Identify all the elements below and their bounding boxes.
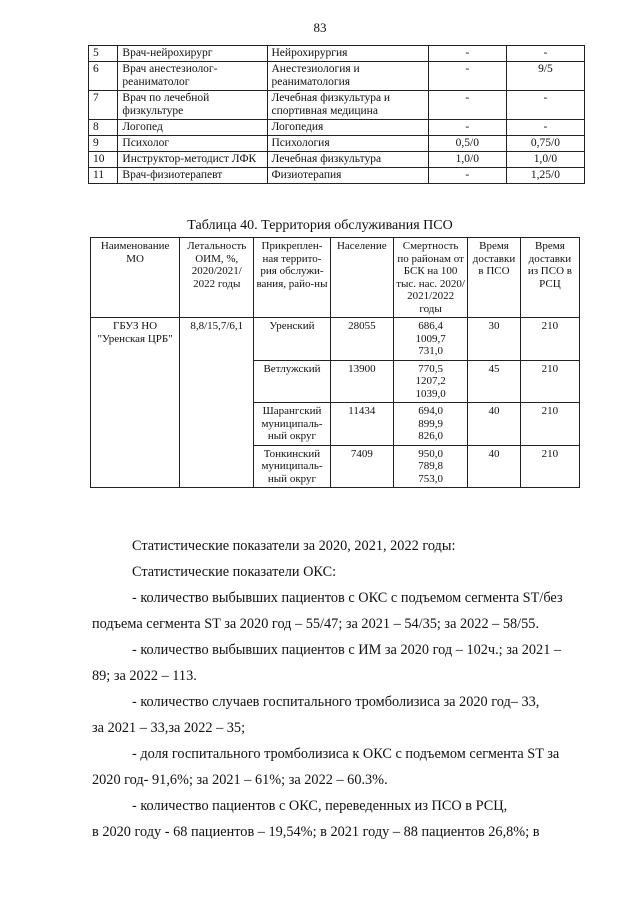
column-header: Наименование МО	[91, 238, 180, 318]
population-cell: 11434	[330, 403, 393, 446]
delivery-pso-cell: 30	[468, 318, 521, 361]
column-header: Время доставки из ПСО в РСЦ	[520, 238, 579, 318]
table-row	[89, 46, 585, 62]
district-cell: Тонкинский муниципаль-ный округ	[254, 445, 330, 488]
value-cell: 0,5/0	[428, 136, 506, 152]
page-number: 83	[313, 20, 327, 35]
row-number: 5	[89, 46, 118, 62]
mortality-cell	[394, 318, 468, 361]
mortality-value: 1009,7	[415, 332, 446, 345]
specialty-cell: Нейрохирургия	[267, 46, 428, 62]
paragraph-share-line2: 2020 год- 91,6%; за 2021 – 61%; за 2022 – 60.3%.	[92, 772, 388, 788]
table-row	[89, 136, 585, 152]
value-cell: 1,0/0	[428, 152, 506, 168]
position-cell: Врач по лечебной физкультуре	[118, 91, 267, 120]
paragraph-transfer-line1: - количество пациентов с ОКС, переведенных из ПСО в РСЦ,	[132, 798, 508, 814]
specialty-cell: Анестезиология и реаниматология	[267, 62, 428, 91]
staff-table	[88, 45, 585, 184]
position-cell: Психолог	[118, 136, 267, 152]
position-cell: Логопед	[118, 120, 267, 136]
population-cell: 13900	[330, 360, 393, 403]
mortality-value: 899,9	[418, 417, 443, 430]
lethality-cell: 8,8/15,7/6,1	[180, 318, 254, 488]
row-number: 10	[89, 152, 118, 168]
paragraph-oks-st-line1: - количество выбывших пациентов с ОКС с подъемом сегмента ST/без	[132, 590, 563, 606]
value-cell: 1,0/0	[506, 152, 584, 168]
mortality-value: 950,0	[418, 447, 443, 460]
table-row	[89, 168, 585, 184]
column-header: Летальность ОИМ, %, 2020/2021/ 2022 годы	[180, 238, 254, 318]
table-row	[89, 120, 585, 136]
service-territory-table	[90, 237, 580, 488]
value-cell: -	[428, 120, 506, 136]
mortality-value: 770,5	[418, 362, 443, 375]
mortality-cell	[394, 403, 468, 446]
value-cell: 9/5	[506, 62, 584, 91]
district-cell: Ветлужский	[254, 360, 330, 403]
position-cell: Врач-нейрохирург	[118, 46, 267, 62]
table-row	[89, 152, 585, 168]
specialty-cell: Психология	[267, 136, 428, 152]
value-cell: -	[506, 91, 584, 120]
delivery-pso-cell: 40	[468, 403, 521, 446]
column-header: Время доставки в ПСО	[468, 238, 521, 318]
table-row	[91, 318, 580, 361]
mortality-value: 789,8	[418, 460, 443, 472]
paragraph-transfer-line2: в 2020 году - 68 пациентов – 19,54%; в 2021 году – 88 пациентов 26,8%; в	[92, 824, 540, 840]
mortality-value: 753,0	[418, 472, 443, 485]
mo-name-cell: ГБУЗ НО "Уренская ЦРБ"	[91, 318, 180, 488]
row-number: 11	[89, 168, 118, 184]
value-cell: -	[428, 46, 506, 62]
paragraph-oks-st-line2: подъема сегмента ST за 2020 год – 55/47; за 2021 – 54/35; за 2022 – 58/55.	[92, 616, 540, 632]
value-cell: -	[428, 62, 506, 91]
table-caption: Таблица 40. Территория обслуживания ПСО	[187, 218, 453, 233]
district-cell: Уренский	[254, 318, 330, 361]
column-header: Прикреплен-ная террито-рия обслужи-вания, райо-ны	[254, 238, 330, 318]
paragraph-im-line1: - количество выбывших пациентов с ИМ за 2020 год – 102ч.; за 2021 –	[132, 642, 562, 658]
position-cell: Инструктор-методист ЛФК	[118, 152, 267, 168]
mortality-value: 731,0	[418, 345, 443, 357]
delivery-pso-cell: 45	[468, 360, 521, 403]
column-header: Население	[330, 238, 393, 318]
mortality-cell	[394, 445, 468, 488]
paragraph-share-line1: - доля госпитального тромболизиса к ОКС с подъемом сегмента ST за	[132, 746, 560, 762]
paragraph-im-line2: 89; за 2022 – 113.	[92, 668, 197, 684]
position-cell: Врач-физиотерапевт	[118, 168, 267, 184]
table-row	[89, 62, 585, 91]
mortality-cell	[394, 360, 468, 403]
delivery-rsc-cell: 210	[520, 360, 579, 403]
delivery-rsc-cell: 210	[520, 318, 579, 361]
value-cell: -	[506, 46, 584, 62]
value-cell: -	[428, 168, 506, 184]
table-row	[89, 91, 585, 120]
row-number: 7	[89, 91, 118, 120]
row-number: 8	[89, 120, 118, 136]
paragraph-stats-years: Статистические показатели за 2020, 2021, 2022 годы:	[132, 538, 456, 554]
value-cell: 0,75/0	[506, 136, 584, 152]
specialty-cell: Логопедия	[267, 120, 428, 136]
paragraph-oks-title: Статистические показатели ОКС:	[132, 564, 337, 580]
row-number: 6	[89, 62, 118, 91]
position-cell: Врач анестезиолог-реаниматолог	[118, 62, 267, 91]
delivery-rsc-cell: 210	[520, 403, 579, 446]
district-cell: Шарангский муниципаль-ный округ	[254, 403, 330, 446]
mortality-value: 686,4	[418, 320, 443, 332]
mortality-value: 694,0	[418, 405, 443, 417]
specialty-cell: Физиотерапия	[267, 168, 428, 184]
mortality-value: 1207,2	[415, 375, 446, 387]
column-header: Смертность по районам от БСК на 100 тыс. нас. 2020/ 2021/2022 годы	[394, 238, 468, 318]
population-cell: 28055	[330, 318, 393, 361]
paragraph-thrombolysis-line2: за 2021 – 33,за 2022 – 35;	[92, 720, 246, 736]
mortality-value: 1039,0	[415, 387, 446, 400]
row-number: 9	[89, 136, 118, 152]
delivery-rsc-cell: 210	[520, 445, 579, 488]
value-cell: 1,25/0	[506, 168, 584, 184]
body-text	[92, 533, 588, 845]
value-cell: -	[428, 91, 506, 120]
value-cell: -	[506, 120, 584, 136]
specialty-cell: Лечебная физкультура и спортивная медицина	[267, 91, 428, 120]
population-cell: 7409	[330, 445, 393, 488]
delivery-pso-cell: 40	[468, 445, 521, 488]
paragraph-thrombolysis-line1: - количество случаев госпитального тромболизиса за 2020 год– 33,	[132, 694, 540, 710]
mortality-value: 826,0	[418, 430, 443, 442]
specialty-cell: Лечебная физкультура	[267, 152, 428, 168]
